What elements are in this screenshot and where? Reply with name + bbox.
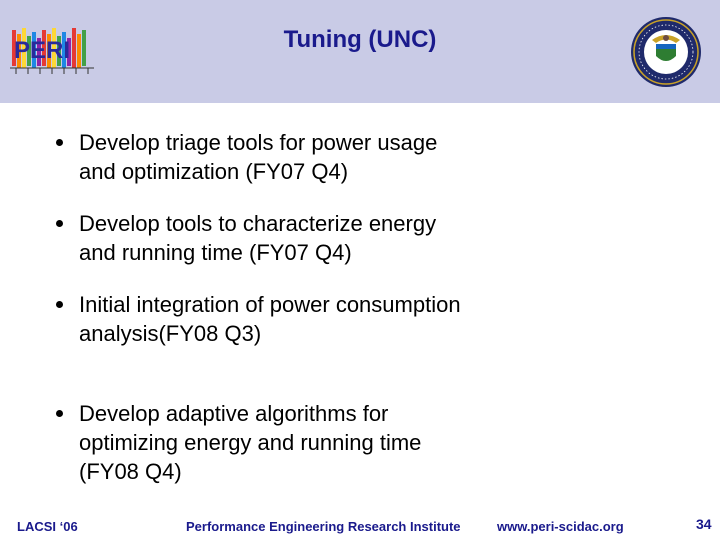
footer-event: LACSI ‘06 bbox=[17, 519, 78, 534]
header-band bbox=[0, 0, 720, 103]
bullet-item: Develop adaptive algorithms for optimizing energy and running time (FY08 Q4) bbox=[52, 399, 472, 486]
page-number: 34 bbox=[696, 516, 712, 532]
bullet-list bbox=[52, 128, 472, 509]
bullet-item: Develop triage tools for power usage and optimization (FY07 Q4) bbox=[52, 128, 472, 186]
svg-text:PERI: PERI bbox=[14, 37, 71, 64]
bullet-item: Initial integration of power consumption analysis(FY08 Q3) bbox=[52, 290, 472, 348]
bullet-item: Develop tools to characterize energy and running time (FY07 Q4) bbox=[52, 209, 472, 267]
footer-institute: Performance Engineering Research Institute bbox=[186, 519, 461, 534]
footer-url[interactable]: www.peri-scidac.org bbox=[497, 519, 624, 534]
department-of-energy-seal-icon bbox=[630, 16, 702, 88]
slide-title: Tuning (UNC) bbox=[283, 26, 437, 53]
peri-logo bbox=[8, 24, 96, 76]
